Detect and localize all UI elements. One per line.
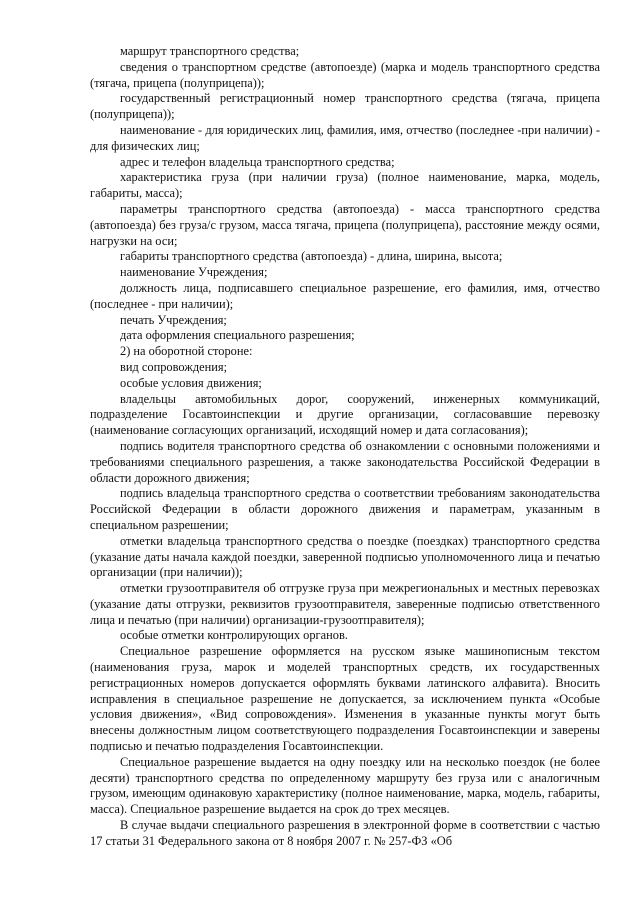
paragraph-signatory: должность лица, подписавшего специальное разрешение, его фамилия, имя, отчество (последнее - при наличии); <box>90 280 600 311</box>
paragraph-special-conditions: особые условия движения; <box>120 375 262 390</box>
paragraph-validity: Специальное разрешение выдается на одну поездку или на несколько поездок (не более десяти) транспортного средства по определенному маршруту без груза или с аналогичным грузом, имеющим одинаковую характеристику (полное наименование, марка, модель, габариты, масса). Специальное разрешение выдается на срок до трех месяцев. <box>90 754 600 817</box>
paragraph-cargo-characteristics: характеристика груза (при наличии груза) (полное наименование, марка, модель, габариты, масса); <box>90 170 600 201</box>
paragraph-route: маршрут транспортного средства; <box>120 44 300 58</box>
paragraph-vehicle-info: сведения о транспортном средстве (автопоезде) (марка и модель транспортного средства (тягача, прицепа (полуприцепа)); <box>90 59 600 90</box>
paragraph-escort-type: вид сопровождения; <box>120 359 228 374</box>
paragraph-shipper-marks: отметки грузоотправителя об отгрузке груза при межрегиональных и местных перевозках (указание даты отгрузки, реквизитов грузоотправителя, заверенные подписью ответственного лица и печатью (при наличии) организации-грузоотправителя); <box>90 581 600 627</box>
paragraph-electronic-form: В случае выдачи специального разрешения в электронной форме в соответствии с частью 17 статьи 31 Федерального закона от 8 ноября 2007 г. № 257-ФЗ «Об <box>90 818 600 848</box>
paragraph-vehicle-parameters: параметры транспортного средства (автопоезда) - масса транспортного средства (автопоезда) без груза/с грузом, масса тягача, прицепа (полуприцепа), расстояние между осями, нагрузки на оси; <box>90 201 600 248</box>
paragraph-control-marks: особые отметки контролирующих органов. <box>120 628 348 643</box>
paragraph-owner-signature: подпись владельца транспортного средства о соответствии требованиям законодательства Российской Федерации в области дорожного движения и параметрам, указанным в специальном разрешении; <box>90 486 600 532</box>
paragraph-driver-signature: подпись водителя транспортного средства об ознакомлении с основными положениями и требованиями специального разрешения, а также законодательства Российской Федерации в области дорожного движения; <box>90 438 600 485</box>
paragraph-language-rules: Специальное разрешение оформляется на русском языке машинописным текстом (наименования груза, марок и моделей транспортных средств, их государственных регистрационных номеров допускается оформлять буквами латинского алфавита). Вносить исправления в специальное разрешение не допускается, за исключением пункта «Особые условия движения», «Вид сопровождения». Изменения в указанные пункты могут быть внесены должностным лицом соответствующего подразделения Госавтоинспекции и заверены подписью и печатью подразделения Госавтоинспекции. <box>90 644 600 754</box>
paragraph-institution-name: наименование Учреждения; <box>120 265 268 280</box>
paragraph-vehicle-dimensions: габариты транспортного средства (автопоезда) - длина, ширина, высота; <box>120 249 503 264</box>
paragraph-owner-name: наименование - для юридических лиц, фамилия, имя, отчество (последнее -при наличии) - для физических лиц; <box>90 122 600 153</box>
paragraph-approving-organizations: владельцы автомобильных дорог, сооружений, инженерных коммуникаций, подразделение Госавтоинспекции и другие организации, согласовавшие перевозку (наименование согласующих организаций, исходящий номер и дата согласования); <box>90 391 600 438</box>
paragraph-registration-number: государственный регистрационный номер транспортного средства (тягача, прицепа (полуприцепа)); <box>90 91 600 122</box>
paragraph-trip-marks: отметки владельца транспортного средства о поездке (поездках) транспортного средства (указание даты начала каждой поездки, заверенной подписью уполномоченного лица и печатью организации (при наличии)); <box>90 533 600 580</box>
paragraph-issue-date: дата оформления специального разрешения; <box>120 328 355 343</box>
paragraph-institution-seal: печать Учреждения; <box>120 312 227 327</box>
paragraph-reverse-side: 2) на оборотной стороне: <box>120 344 253 359</box>
paragraph-owner-address: адрес и телефон владельца транспортного средства; <box>120 154 395 169</box>
